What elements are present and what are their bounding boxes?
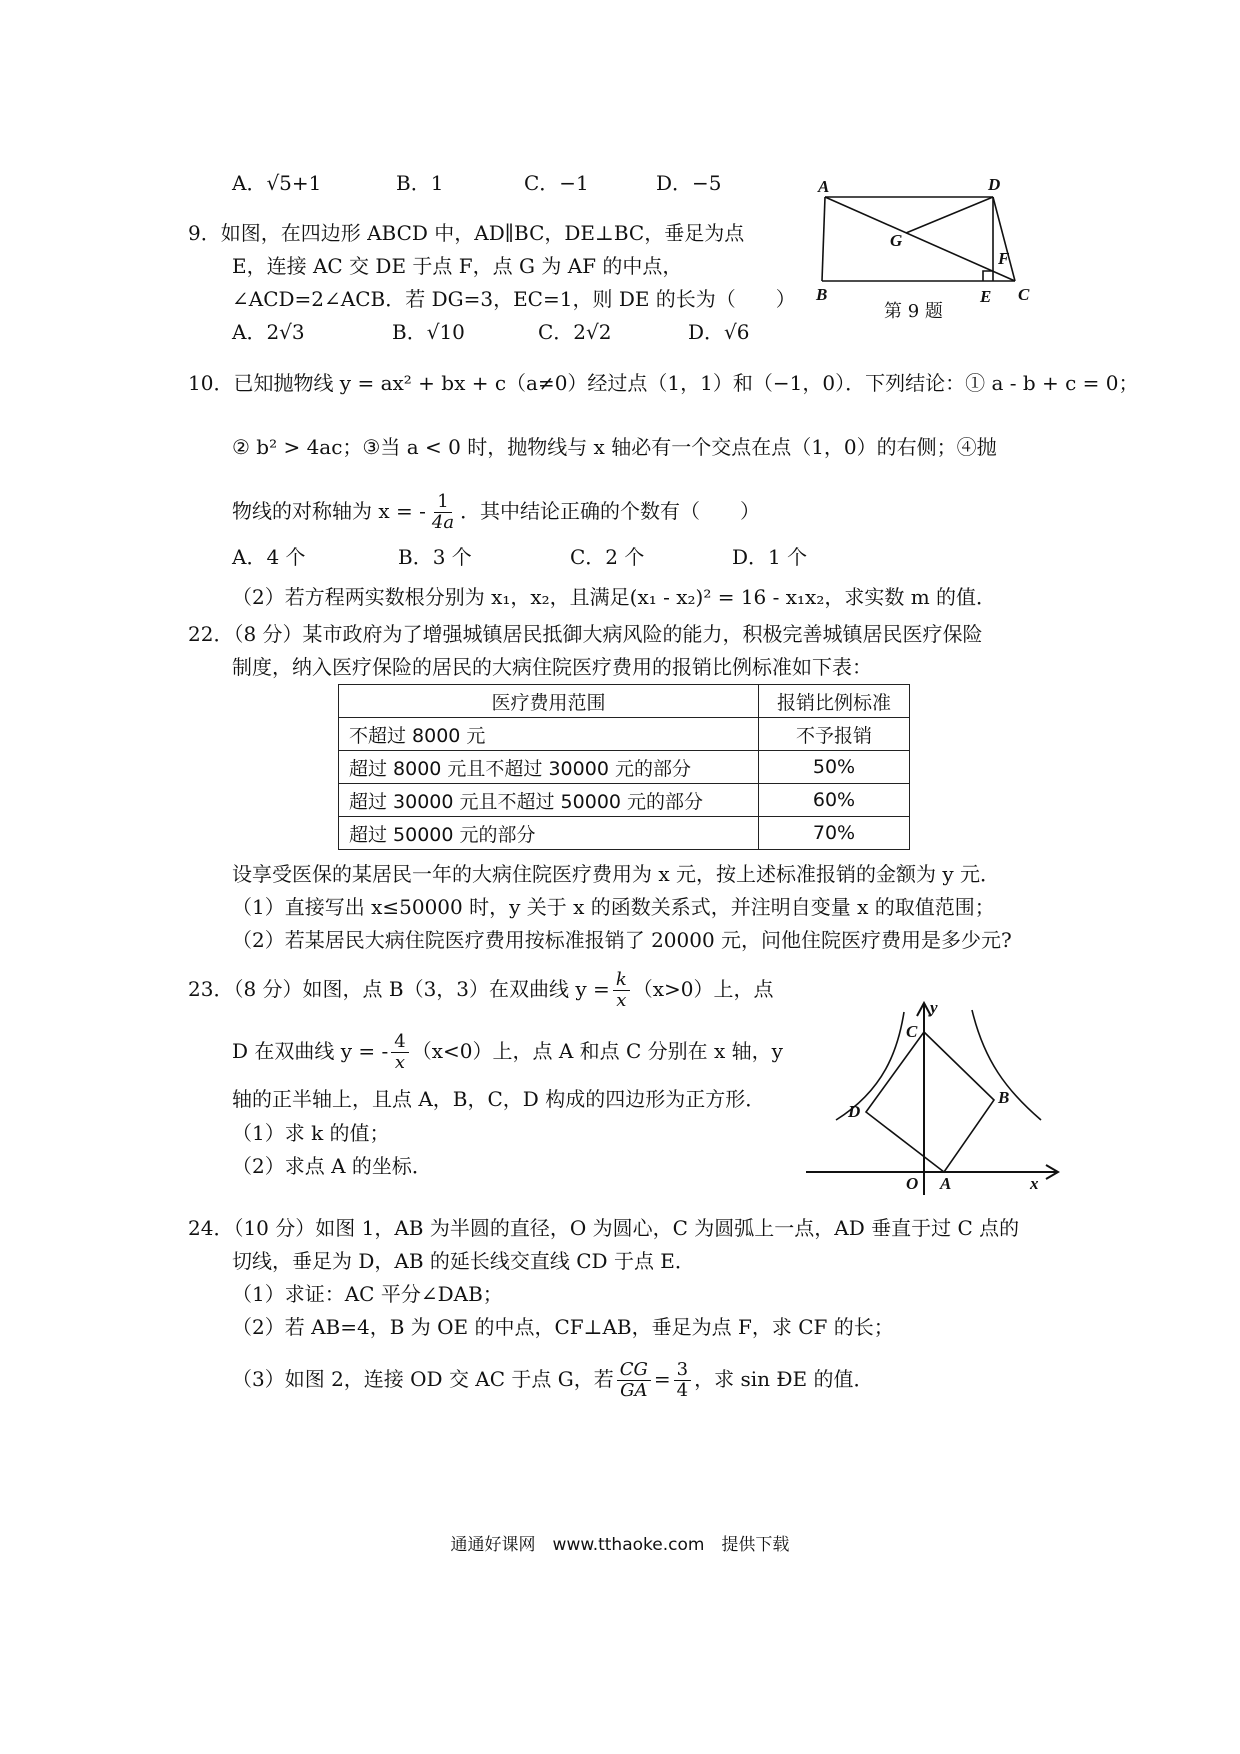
q23-hyperbola-diagram — [806, 1000, 1066, 1200]
q9-line-2: E，连接 AC 交 DE 于点 F，点 G 为 AF 的中点， — [232, 254, 683, 278]
table-cell-ratio: 60% — [759, 784, 910, 817]
q24-line-1: 24．（10 分）如图 1，AB 为半圆的直径，O 为圆心，C 为圆弧上一点，AD 垂直于过 C 点的 — [188, 1216, 1020, 1240]
page-footer: 通通好课网 www.tthaoke.com 提供下载 — [450, 1535, 790, 1555]
q10-line-1: 10．已知抛物线 y = ax² + bx + c（a≠0）经过点（1，1）和（−1，0）．下列结论：① a - b + c = 0； — [188, 371, 1139, 395]
q23-label-o: O — [906, 1174, 919, 1193]
q10-option-b: B．3 个 — [398, 545, 472, 569]
table-row — [339, 817, 910, 850]
q8-option-c: C．−1 — [524, 171, 589, 195]
reimbursement-table — [338, 684, 910, 850]
q22-line-3: 设享受医保的某居民一年的大病住院医疗费用为 x 元，按上述标准报销的金额为 y 元． — [232, 862, 1001, 886]
q23-fraction-4-num: 4 — [391, 1032, 408, 1053]
q9-label-e: E — [980, 287, 992, 306]
table-cell-ratio: 50% — [759, 751, 910, 784]
q22-line-1: 22．（8 分）某市政府为了增强城镇居民抵御大病风险的能力，积极完善城镇居民医疗保险 — [188, 622, 983, 646]
q23-sub1: （1）求 k 的值； — [232, 1121, 390, 1145]
table-row — [339, 751, 910, 784]
q9-line-3: ∠ACD=2∠ACB．若 DG=3，EC=1，则 DE 的长为（ ） — [232, 287, 796, 311]
q9-line-1: 9．如图，在四边形 ABCD 中，AD∥BC，DE⊥BC，垂足为点 — [188, 221, 745, 245]
table-row — [339, 784, 910, 817]
q23-label-b: B — [998, 1088, 1010, 1107]
q9-label-a: A — [818, 177, 830, 196]
q23-label-y: y — [930, 998, 938, 1017]
table-header-row — [339, 685, 910, 718]
q9-option-b: B．√10 — [392, 320, 465, 344]
table-cell-range: 超过 8000 元且不超过 30000 元的部分 — [339, 751, 759, 784]
q23-label-a: A — [940, 1174, 952, 1193]
table-row — [339, 718, 910, 751]
q9-label-b: B — [816, 285, 828, 304]
q24-sub3-equals: = — [653, 1367, 671, 1391]
q23-fraction-k-den: x — [616, 990, 627, 1011]
table-cell-range: 超过 30000 元且不超过 50000 元的部分 — [339, 784, 759, 817]
q23-line2-post: （x<0）上，点 A 和点 C 分别在 x 轴，y — [411, 1039, 783, 1063]
q9-label-f: F — [998, 249, 1010, 268]
q24-fraction-cg-ga — [617, 1360, 651, 1401]
q21-sub2: （2）若方程两实数根分别为 x₁，x₂，且满足(x₁ - x₂)² = 16 - x₁x₂，求实数 m 的值． — [232, 585, 997, 609]
q23-label-c: C — [906, 1022, 918, 1041]
q24-fraction-3-4 — [674, 1360, 691, 1401]
q24-fraction-3: 3 — [674, 1360, 691, 1381]
q23-fraction-4-den: x — [394, 1052, 406, 1073]
q10-fraction — [429, 492, 457, 533]
q10-axis-text-post: ．其中结论正确的个数有（ ） — [460, 499, 761, 523]
q9-label-c: C — [1018, 285, 1030, 304]
q24-sub2: （2）若 AB=4，B 为 OE 的中点，CF⊥AB，垂足为点 F，求 CF 的长； — [232, 1315, 894, 1339]
q23-line-3: 轴的正半轴上，且点 A，B，C，D 构成的四边形为正方形． — [232, 1087, 766, 1111]
q10-option-a: A．4 个 — [232, 545, 306, 569]
q10-fraction-num: 1 — [434, 492, 451, 513]
q9-option-d: D．√6 — [688, 320, 750, 344]
q22-line-2: 制度，纳入医疗保险的居民的大病住院医疗费用的报销比例标准如下表： — [232, 655, 872, 679]
table-header-range: 医疗费用范围 — [339, 685, 759, 718]
q23-line2-pre: D 在双曲线 y = - — [232, 1039, 389, 1063]
q23-line-1 — [188, 970, 774, 1011]
q24-sub3-post: ，求 sin ÐE 的值． — [694, 1367, 874, 1391]
q9-figure — [810, 175, 1040, 325]
table-cell-range: 不超过 8000 元 — [339, 718, 759, 751]
q23-fraction-k — [613, 970, 630, 1011]
q9-option-a: A．2√3 — [232, 320, 305, 344]
q9-figure-caption: 第 9 题 — [884, 301, 943, 322]
q10-line-3 — [232, 492, 760, 533]
q24-sub1: （1）求证：AC 平分∠DAB； — [232, 1282, 503, 1306]
q9-option-c: C．2√2 — [538, 320, 612, 344]
table-cell-range: 超过 50000 元的部分 — [339, 817, 759, 850]
q22-sub1: （1）直接写出 x≤50000 时，y 关于 x 的函数关系式，并注明自变量 x 的取值范围； — [232, 895, 995, 919]
q23-label-x: x — [1030, 1174, 1039, 1193]
table-header-ratio: 报销比例标准 — [759, 685, 910, 718]
q8-option-b: B．1 — [396, 171, 444, 195]
q24-sub3-pre: （3）如图 2，连接 OD 交 AC 于点 G，若 — [232, 1367, 614, 1391]
q8-option-a: A．√5+1 — [232, 171, 322, 195]
q23-line1-pre: 23．（8 分）如图，点 B（3，3）在双曲线 y = — [188, 977, 610, 1001]
q23-label-d: D — [848, 1102, 861, 1121]
q23-fraction-4 — [391, 1032, 408, 1073]
q22-sub2: （2）若某居民大病住院医疗费用按标准报销了 20000 元，问他住院医疗费用是多少元? — [232, 928, 1012, 952]
q24-fraction-ga: GA — [620, 1380, 648, 1401]
q24-fraction-cg: CG — [617, 1360, 651, 1381]
table-cell-ratio: 不予报销 — [759, 718, 910, 751]
q23-line-2 — [232, 1032, 783, 1073]
q23-line1-post: （x>0）上，点 — [632, 977, 774, 1001]
q10-option-d: D．1 个 — [732, 545, 808, 569]
q24-sub3 — [232, 1360, 873, 1401]
q24-fraction-4: 4 — [676, 1380, 689, 1401]
q10-option-c: C．2 个 — [570, 545, 645, 569]
q24-line-2: 切线，垂足为 D，AB 的延长线交直线 CD 于点 E． — [232, 1249, 695, 1273]
q9-label-g: G — [890, 231, 903, 250]
q23-sub2: （2）求点 A 的坐标． — [232, 1154, 432, 1178]
q9-label-d: D — [988, 175, 1001, 194]
q8-option-d: D．−5 — [656, 171, 722, 195]
q10-fraction-den: 4a — [431, 512, 455, 533]
q23-figure — [806, 1000, 1066, 1200]
table-cell-ratio: 70% — [759, 817, 910, 850]
q10-axis-text-pre: 物线的对称轴为 x = - — [232, 499, 426, 523]
q10-line-2: ② b² > 4ac；③当 a < 0 时，抛物线与 x 轴必有一个交点在点（1，0）的右侧；④抛 — [232, 435, 997, 459]
q23-fraction-k-num: k — [613, 970, 630, 991]
